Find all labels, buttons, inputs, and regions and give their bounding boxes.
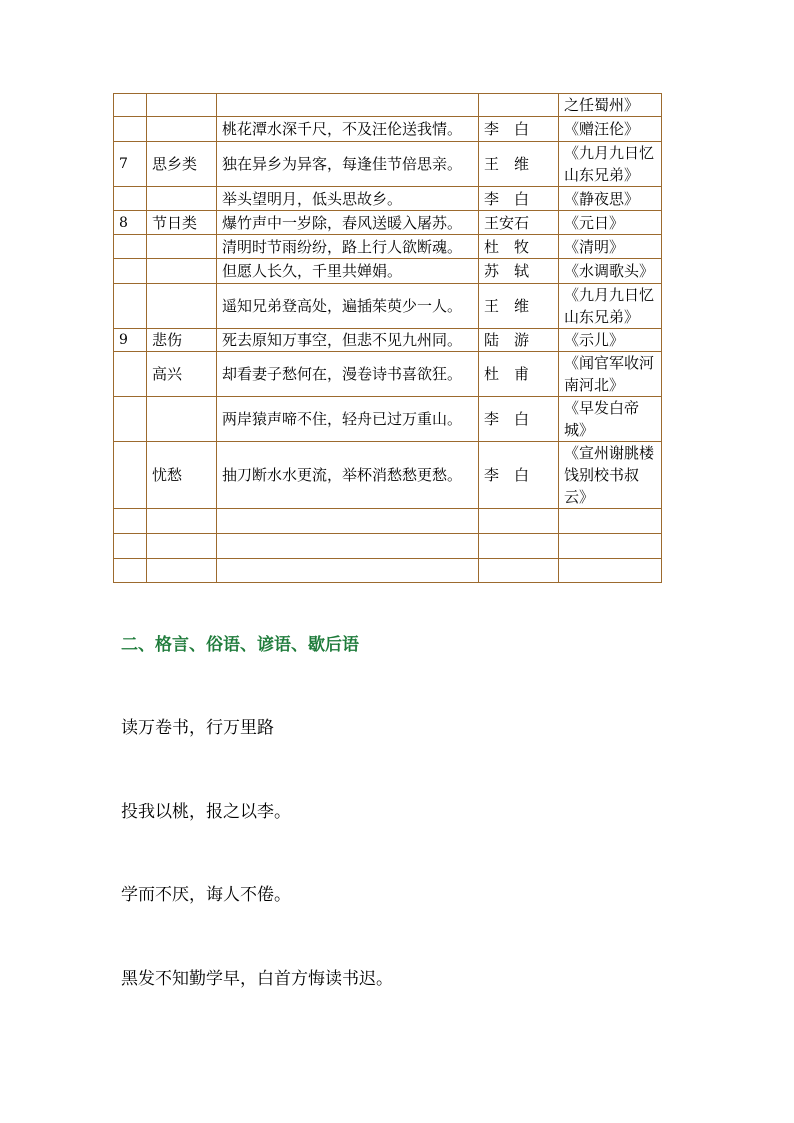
table-row — [114, 284, 662, 329]
row-number — [114, 284, 147, 329]
section-heading: 二、格言、俗语、谚语、歇后语 — [121, 635, 359, 655]
row-number — [114, 94, 147, 117]
author-cell: 李 白 — [479, 442, 559, 509]
poem-title-cell: 《宣州谢朓楼饯别校书叔云》 — [559, 442, 662, 509]
poem-line-cell — [217, 534, 479, 559]
poem-title-cell: 《水调歌头》 — [559, 259, 662, 284]
category-cell — [147, 94, 217, 117]
author-cell: 李 白 — [479, 397, 559, 442]
category-cell — [147, 117, 217, 142]
table-row — [114, 235, 662, 259]
category-cell — [147, 509, 217, 534]
saying-1: 读万卷书，行万里路 — [121, 718, 274, 738]
category-cell — [147, 559, 217, 583]
author-cell — [479, 559, 559, 583]
poem-line-cell: 两岸猿声啼不住，轻舟已过万重山。 — [217, 397, 479, 442]
category-cell: 忧愁 — [147, 442, 217, 509]
poem-table-body — [114, 94, 662, 583]
table-row — [114, 142, 662, 187]
row-number — [114, 187, 147, 211]
poem-title-cell: 《九月九日忆山东兄弟》 — [559, 142, 662, 187]
author-cell — [479, 534, 559, 559]
table-row — [114, 534, 662, 559]
poem-title-cell: 《元日》 — [559, 211, 662, 235]
saying-2: 投我以桃，报之以李。 — [121, 802, 291, 822]
poem-title-cell: 《示儿》 — [559, 329, 662, 352]
table-row — [114, 397, 662, 442]
row-number — [114, 117, 147, 142]
table-row — [114, 259, 662, 284]
author-cell: 王 维 — [479, 142, 559, 187]
poem-line-cell: 遥知兄弟登高处，遍插茱萸少一人。 — [217, 284, 479, 329]
row-number — [114, 235, 147, 259]
poem-line-cell — [217, 94, 479, 117]
row-number — [114, 442, 147, 509]
author-cell — [479, 94, 559, 117]
poem-title-cell: 《静夜思》 — [559, 187, 662, 211]
poem-line-cell: 桃花潭水深千尺，不及汪伦送我情。 — [217, 117, 479, 142]
table-row — [114, 352, 662, 397]
category-cell: 思乡类 — [147, 142, 217, 187]
poem-line-cell: 抽刀断水水更流，举杯消愁愁更愁。 — [217, 442, 479, 509]
table-row — [114, 559, 662, 583]
poem-title-cell: 之任蜀州》 — [559, 94, 662, 117]
saying-4: 黑发不知勤学早，白首方悔读书迟。 — [121, 969, 393, 989]
table-row — [114, 211, 662, 235]
row-number — [114, 259, 147, 284]
poem-title-cell — [559, 509, 662, 534]
author-cell: 王 维 — [479, 284, 559, 329]
category-cell — [147, 284, 217, 329]
author-cell: 李 白 — [479, 187, 559, 211]
row-number — [114, 559, 147, 583]
poem-line-cell: 死去原知万事空，但悲不见九州同。 — [217, 329, 479, 352]
category-cell: 节日类 — [147, 211, 217, 235]
row-number: 9 — [114, 329, 147, 352]
poem-line-cell: 举头望明月，低头思故乡。 — [217, 187, 479, 211]
category-cell — [147, 397, 217, 442]
row-number: 8 — [114, 211, 147, 235]
table-row — [114, 442, 662, 509]
table-row — [114, 94, 662, 117]
author-cell: 李 白 — [479, 117, 559, 142]
category-cell: 悲伤 — [147, 329, 217, 352]
table-row — [114, 117, 662, 142]
author-cell — [479, 509, 559, 534]
poem-line-cell — [217, 509, 479, 534]
poem-title-cell: 《清明》 — [559, 235, 662, 259]
poem-title-cell: 《赠汪伦》 — [559, 117, 662, 142]
saying-3: 学而不厌，诲人不倦。 — [121, 885, 291, 905]
row-number — [114, 352, 147, 397]
poem-title-cell: 《闻官军收河南河北》 — [559, 352, 662, 397]
author-cell: 杜 牧 — [479, 235, 559, 259]
poem-line-cell: 却看妻子愁何在，漫卷诗书喜欲狂。 — [217, 352, 479, 397]
author-cell: 苏 轼 — [479, 259, 559, 284]
category-cell — [147, 235, 217, 259]
poem-title-cell: 《九月九日忆山东兄弟》 — [559, 284, 662, 329]
poem-line-cell: 但愿人长久，千里共婵娟。 — [217, 259, 479, 284]
row-number — [114, 509, 147, 534]
author-cell: 陆 游 — [479, 329, 559, 352]
category-cell: 高兴 — [147, 352, 217, 397]
category-cell — [147, 534, 217, 559]
row-number — [114, 397, 147, 442]
category-cell — [147, 187, 217, 211]
table-row — [114, 329, 662, 352]
table-row — [114, 187, 662, 211]
poem-line-cell — [217, 559, 479, 583]
poem-line-cell: 爆竹声中一岁除，春风送暖入屠苏。 — [217, 211, 479, 235]
poem-table — [113, 93, 662, 583]
poem-title-cell — [559, 534, 662, 559]
author-cell: 王安石 — [479, 211, 559, 235]
category-cell — [147, 259, 217, 284]
poem-title-cell — [559, 559, 662, 583]
row-number: 7 — [114, 142, 147, 187]
table-row — [114, 509, 662, 534]
author-cell: 杜 甫 — [479, 352, 559, 397]
poem-title-cell: 《早发白帝城》 — [559, 397, 662, 442]
row-number — [114, 534, 147, 559]
poem-line-cell: 独在异乡为异客，每逢佳节倍思亲。 — [217, 142, 479, 187]
poem-line-cell: 清明时节雨纷纷，路上行人欲断魂。 — [217, 235, 479, 259]
